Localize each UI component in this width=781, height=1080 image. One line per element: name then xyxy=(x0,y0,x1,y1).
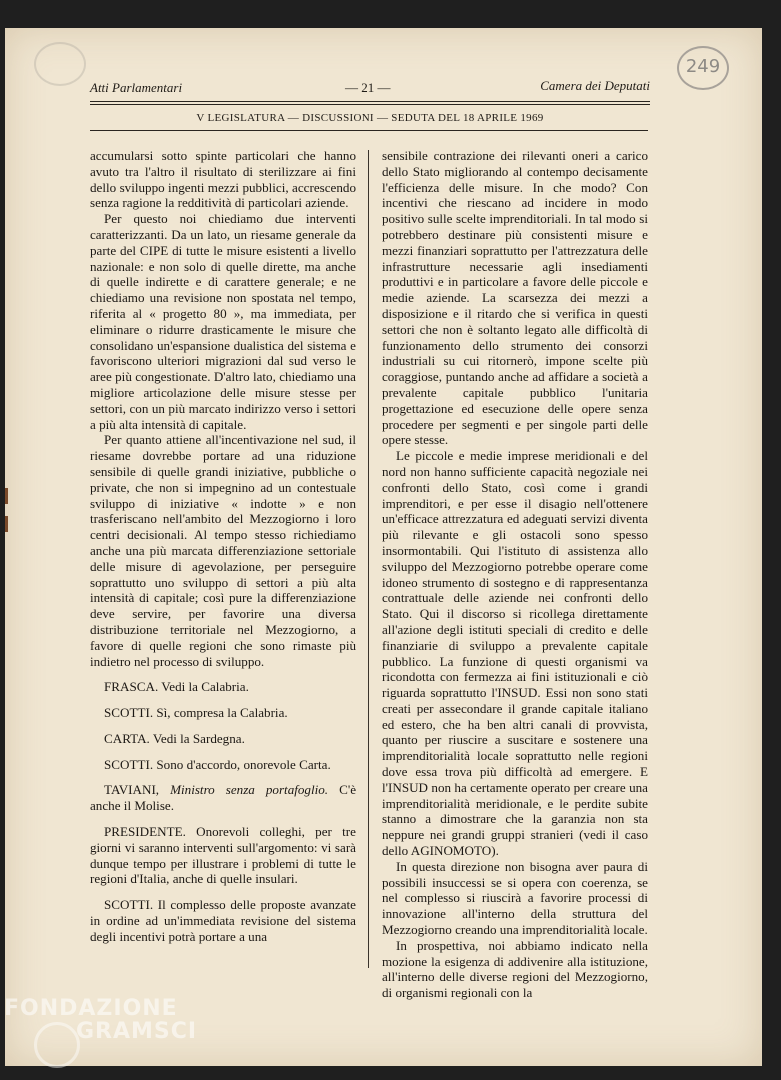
speech-text: Onorevoli colleghi, per tre giorni vi saranno interventi sull'argomento: vi sarà dunque tempo per illustrare i problemi di tutte le regioni d'Italia, anche di quelle insulari. xyxy=(90,824,356,887)
speech-turn xyxy=(90,824,356,887)
speech-turn xyxy=(90,679,356,695)
paragraph: Le piccole e medie imprese meridionali e del nord non hanno sufficiente capacità negoziale nei confronti dello Stato, così come i grandi imprenditori, e per esse il disagio nell'ottenere un'efficace attrezzatura ed adeguati servizi diventa più rilevante e gli ostacoli sono spesso insormontabili. Qui l'istituto di assistenza allo sviluppo del Mezzogiorno potrebbe operare come idoneo strumento di sostegno e di rappresentanza contrattuale delle aziende nei confronti dello Stato. Qui il discorso si ricollega direttamente all'azione degli istituti speciali di credito e delle finanziarie di sviluppo a prevalente capitale pubblico. La funzione di questi organismi va ricondotta con fermezza ai fini istituzionali e ciò riguarda soprattutto l'INSUD. Essi non sono stati creati per assecondare il grande capitale italiano ed estero, che ha ben altri canali di provvista, quanto per riuscire a suscitare e sostenere una imprenditorialità locale soprattutto nelle regioni dove essa trova più difficoltà ad emergere. E l'INSUD non ha certamente operato per creare una imprenditorialità meridionale, e le perdite subite stanno a dimostrare che la garanzia non sta neppure nei grandi gruppi stranieri (vedi il caso dello AGINOMOTO). xyxy=(382,448,648,859)
speech-turn xyxy=(90,897,356,944)
column-divider xyxy=(368,150,369,968)
paragraph: In prospettiva, noi abbiamo indicato nella mozione la esigenza di addivenire alla istituzione, all'interno delle diverse regioni del Mezzogiorno, di organismi regionali con la xyxy=(382,937,648,1001)
speaker-name: CARTA. xyxy=(104,730,150,746)
page-number: — 21 — xyxy=(345,80,391,95)
binding-tab xyxy=(5,516,8,532)
watermark-text: GRAMSCI xyxy=(76,1019,198,1044)
paragraph: In questa direzione non bisogna aver paura di possibili insuccessi se si opera con coerenza, se nel complesso si riuscirà a favorire processi di innovazione all'interno della struttura del Mezzogiorno creando una imprenditorialità locale. xyxy=(382,858,648,938)
header-rule xyxy=(90,101,650,102)
speech-turn xyxy=(90,731,356,747)
speaker-name: SCOTTI. xyxy=(104,705,154,721)
faded-stamp xyxy=(34,42,86,86)
exchange-list xyxy=(90,679,356,944)
speaker-name: SCOTTI. xyxy=(104,897,154,913)
speaker-name: PRESIDENTE. xyxy=(104,824,186,840)
running-head xyxy=(90,78,650,100)
paragraph: accumularsi sotto spinte particolari che hanno avuto tra l'altro il risultato di sterilizzare ai fini dello sviluppo ingenti mezzi pubblici, accrescendo senza ragione la redditività di particolari aziende. xyxy=(90,148,356,211)
speaker-role: Ministro senza portafoglio. xyxy=(170,782,329,798)
paragraph: sensibile contrazione dei rilevanti oneri a carico dello Stato migliorando al contempo decisamente l'efficienza delle misure. In che modo? Con incentivi che riescano ad incidere in modo positivo sulle scelte imprenditoriali. In tal modo si potrebbero destinare più consistenti misure e mezzi finanziari soprattutto per l'attrezzatura delle infrastrutture necessarie agli insediamenti produttivi e in particolare a favore delle piccole e medie aziende. La scarsezza dei mezzi a disposizione e il ritardo che si verifica in questi settori che non è soltanto legato alle difficoltà di funzionamento dello strumento dei consorzi industriali su cui ritornerò, impone scelte più coraggiose, puntando anche ad affidare a società a prevalente capitale pubblico l'unitaria progettazione ed esecuzione delle opere senza procedere per segmenti e per singole parti delle opere stesse. xyxy=(382,148,648,448)
speech-text: Sono d'accordo, onorevole Carta. xyxy=(156,756,331,772)
speech-text: Il complesso delle proposte avanzate in ordine ad un'immediata revisione del sistema degli incentivi potrà portare a una xyxy=(90,897,356,944)
speech-text: Sì, compresa la Calabria. xyxy=(156,705,288,721)
header-rule xyxy=(90,104,650,105)
left-column xyxy=(90,148,356,945)
speaker-name: FRASCA. xyxy=(104,679,159,695)
speaker-name: SCOTTI. xyxy=(104,756,154,772)
speech-text: Vedi la Sardegna. xyxy=(152,730,245,746)
session-rule xyxy=(90,130,648,131)
paragraph: Per quanto attiene all'incentivazione nel sud, il riesame dovrebbe portare ad una riduzione sensibile di quelle grandi iniziative, pubbliche o private, che non si impegnino ad un contestuale sviluppo di iniziative « indotte » e non trasferiscano nell'ambito del Mezzogiorno i loro centri decisionali. Al tempo stesso richiediamo anche una più marcata differenziazione settoriale delle misure di agevolazione, per perseguire soprattutto uno sviluppo di settori a più alta intensità di capitale; così pure la differenziazione deve servire, per favorire una diversa distribuzione territoriale nel Mezzogiorno, a favore di quelle regioni che sono rimaste più indietro nel processo di sviluppo. xyxy=(90,432,356,669)
speech-turn xyxy=(90,782,356,814)
speech-turn xyxy=(90,705,356,721)
session-line: V LEGISLATURA — DISCUSSIONI — SEDUTA DEL 18 APRILE 1969 xyxy=(196,112,544,124)
page-stamp: 249 xyxy=(677,46,729,90)
binding-tab xyxy=(5,488,8,504)
speech-text: C'è anche il Molise. xyxy=(90,782,357,814)
speaker-name: TAVIANI, xyxy=(104,782,160,798)
watermark-text: FONDAZIONE xyxy=(4,996,178,1021)
speech-text: Vedi la Calabria. xyxy=(161,679,249,695)
watermark-logo xyxy=(34,1022,80,1068)
header-left: Atti Parlamentari xyxy=(90,80,183,95)
header-right: Camera dei Deputati xyxy=(540,78,650,93)
paragraph: Per questo noi chiediamo due interventi caratterizzanti. Da un lato, un riesame generale da parte del CIPE di tutte le misure esistenti a livello nazionale: e non solo di quelle dirette, ma anche di quelle indirette e di carattere generale; e ne chiediamo una revisione non spostata nel tempo, riferita al « progetto 80 », ma immediata, per eliminare o ridurre drasticamente le misure che consolidano un'espansione dualistica del sistema e favoriscono ulteriori migrazioni dal sud verso le aree più congestionate. D'altro lato, chiediamo una migliore articolazione delle misure stesse per settori, con un più marcato indirizzo verso i settori a più alta intensità di capitale. xyxy=(90,211,356,432)
speech-turn xyxy=(90,757,356,773)
right-column xyxy=(382,148,648,1001)
